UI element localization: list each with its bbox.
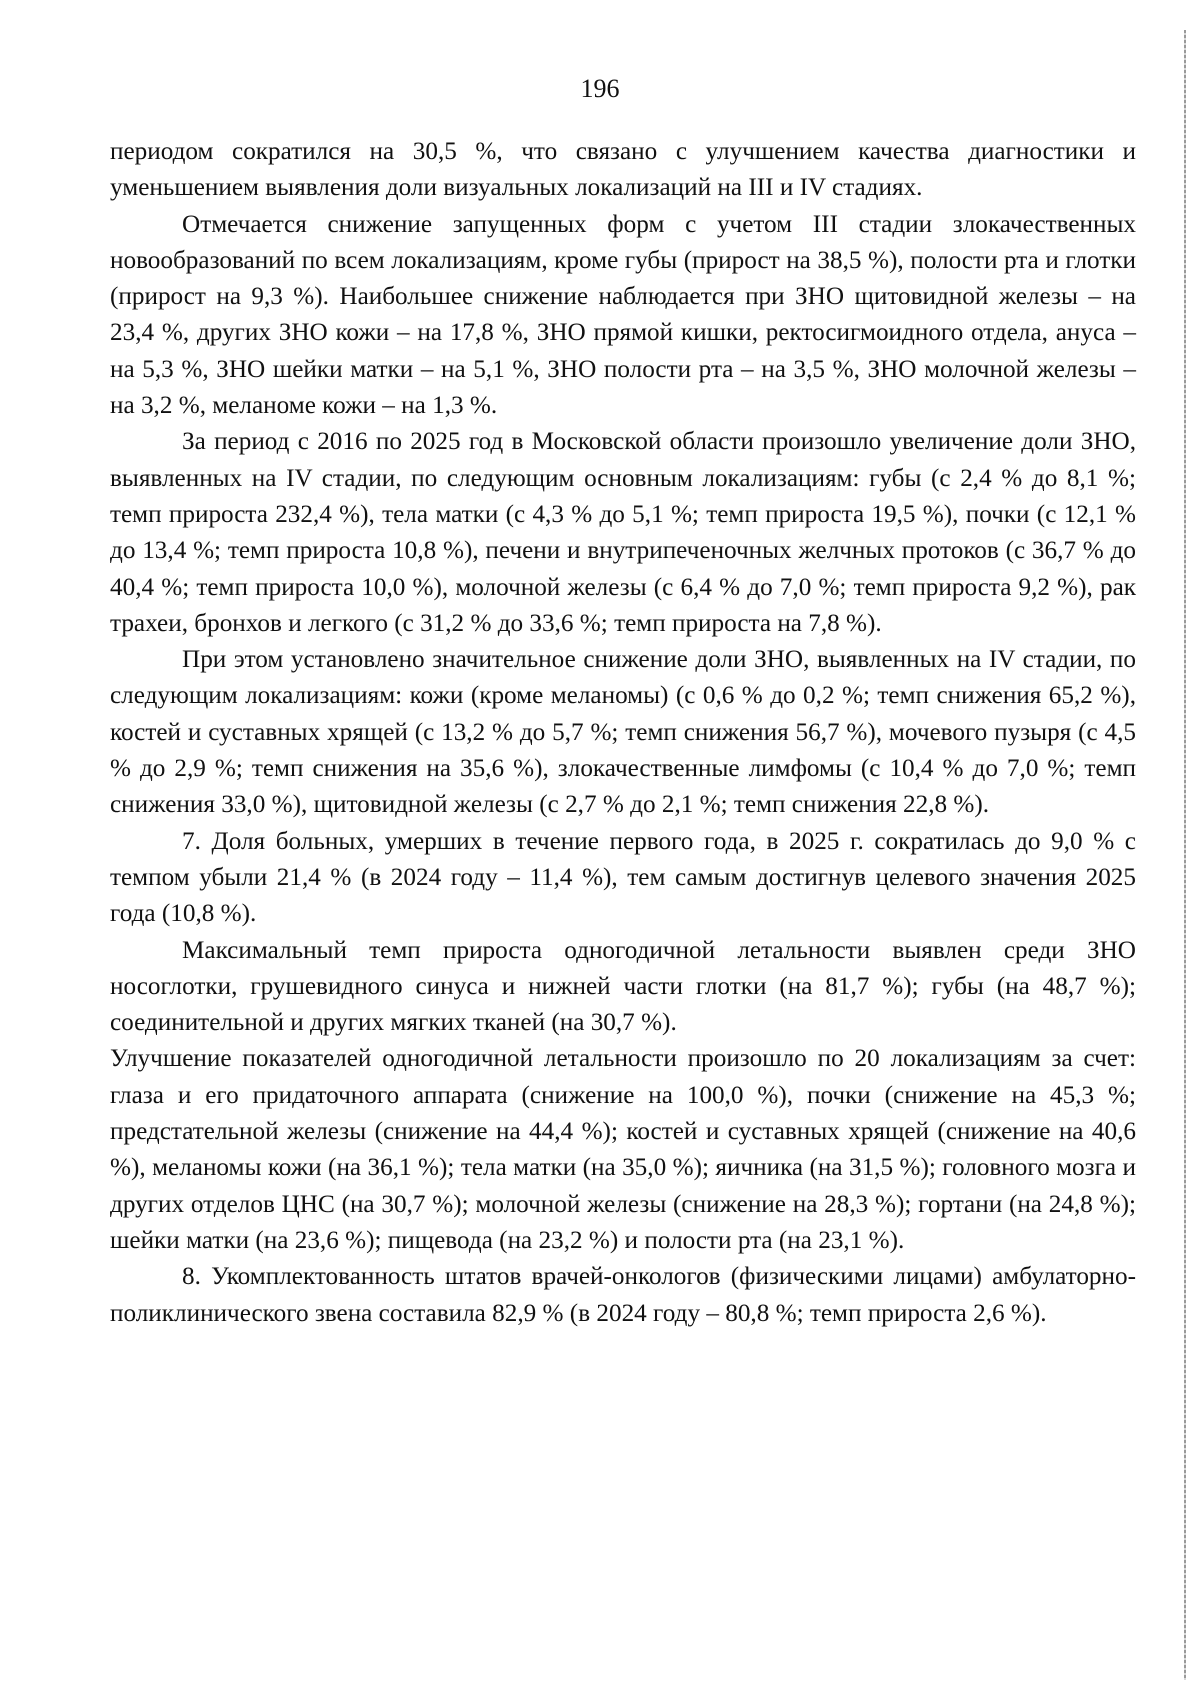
paragraph: периодом сократился на 30,5 %, что связано с улучшением качества диагностики и уменьшением выявления доли визуальных локализаций на III и IV стадиях. (110, 138, 1136, 202)
paragraph: Отмечается снижение запущенных форм с учетом III стадии злокачественных новообразований по всем локализациям, кроме губы (прирост на 38,5 %), полости рта и глотки (прирост на 9,3 %). Наибольшее снижение наблюдается при ЗНО щитовидной железы – на 23,4 %, других ЗНО кожи – на 17,8 %, ЗНО прямой кишки, ректосигмоидного отдела, ануса – на 5,3 %, ЗНО шейки матки – на 5,1 %, ЗНО полости рта – на 3,5 %, ЗНО молочной железы – на 3,2 %, меланоме кожи – на 1,3 %. (110, 210, 1136, 420)
numbered-paragraph: 8. Укомплектованность штатов врачей-онкологов (физическими лицами) амбулаторно-поликлинического звена составила 82,9 % (в 2024 году – 80,8 %; темп прироста 2,6 %). (110, 1263, 1136, 1327)
document-body (110, 134, 1136, 1332)
scan-edge (1184, 30, 1186, 1680)
paragraph: За период с 2016 по 2025 год в Московской области произошло увеличение доли ЗНО, выявленных на IV стадии, по следующим основным локализациям: губы (с 2,4 % до 8,1 %; темп прироста 232,4 %), тела матки (с 4,3 % до 5,1 %; темп прироста 19,5 %), почки (с 12,1 % до 13,4 %; темп прироста 10,8 %), печени и внутрипеченочных желчных протоков (с 36,7 % до 40,4 %; темп прироста 10,0 %), молочной железы (с 6,4 % до 7,0 %; темп прироста 9,2 %), рак трахеи, бронхов и легкого (с 31,2 % до 33,6 %; темп прироста на 7,8 %). (110, 428, 1136, 637)
page-number: 196 (580, 74, 620, 103)
paragraph: При этом установлено значительное снижение доли ЗНО, выявленных на IV стадии, по следующим локализациям: кожи (кроме меланомы) (с 0,6 % до 0,2 %; темп снижения 65,2 %), костей и суставных хрящей (с 13,2 % до 5,7 %; темп снижения 56,7 %), мочевого пузыря (с 4,5 % до 2,9 %; темп снижения на 35,6 %), злокачественные лимфомы (с 10,4 % до 7,0 %; темп снижения 33,0 %), щитовидной железы (с 2,7 % до 2,1 %; темп снижения 22,8 %). (110, 646, 1136, 819)
paragraph: Улучшение показателей одногодичной летальности произошло по 20 локализациям за счет: глаза и его придаточного аппарата (снижение на 100,0 %), почки (снижение на 45,3 %; предстательной железы (снижение на 44,4 %); костей и суставных хрящей (снижение на 40,6 %), меланомы кожи (на 36,1 %); тела матки (на 35,0 %); яичника (на 31,5 %); головного мозга и других отделов ЦНС (на 30,7 %); молочной железы (снижение на 28,3 %); гортани (на 24,8 %); шейки матки (на 23,6 %); пищевода (на 23,2 %) и полости рта (на 23,1 %). (110, 1045, 1136, 1254)
paragraph: Максимальный темп прироста одногодичной летальности выявлен среди ЗНО носоглотки, грушевидного синуса и нижней части глотки (на 81,7 %); губы (на 48,7 %); соединительной и других мягких тканей (на 30,7 %). (110, 936, 1136, 1037)
numbered-paragraph: 7. Доля больных, умерших в течение первого года, в 2025 г. сократилась до 9,0 % с темпом убыли 21,4 % (в 2024 году – 11,4 %), тем самым достигнув целевого значения 2025 года (10,8 %). (110, 827, 1136, 928)
